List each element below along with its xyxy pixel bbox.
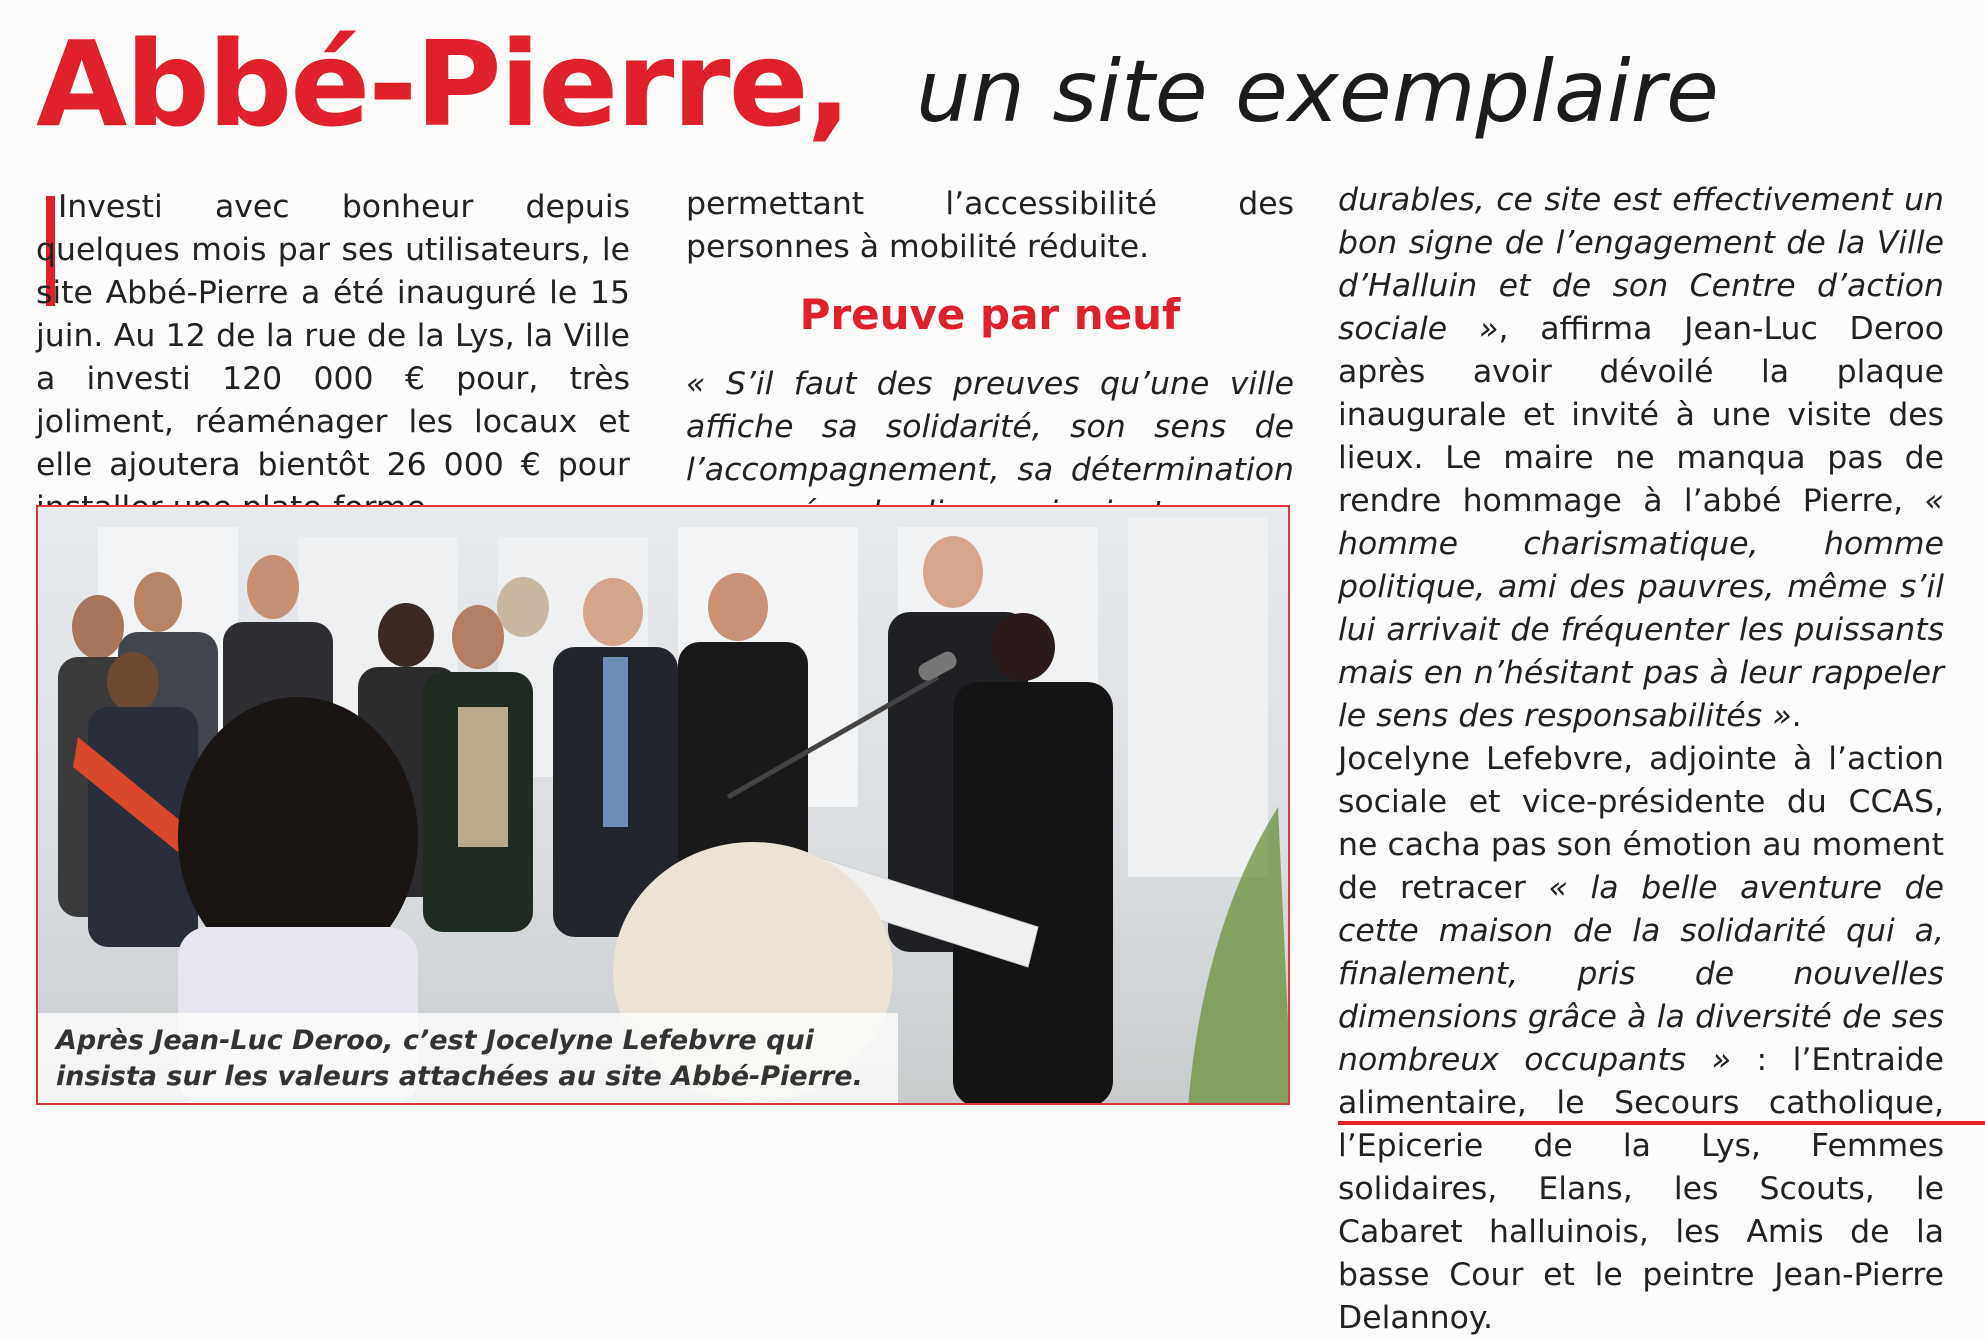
intro-paragraph-continued: permettant l’accessibilité des personnes à mobilité réduite.	[686, 186, 1294, 265]
window	[1128, 517, 1268, 877]
column-3-paragraph-1	[1338, 179, 1944, 738]
column-3-paragraph-2	[1338, 738, 1944, 1340]
person-head	[583, 578, 643, 646]
shirt	[603, 657, 628, 827]
person-head	[497, 577, 549, 637]
occupants-list: : l’Entraide alimentaire, le Secours catholique, l’Epicerie de la Lys, Femmes solidaires, Elans, les Scouts, le Cabaret halluinois, les Amis de la basse Cour et le peintre Jean-Pierre Delannoy.	[1338, 1042, 1944, 1336]
quote-opening: « S’il faut des preuves qu’une ville affiche sa solidarité, son sens de l’accompagnement, sa détermination	[686, 366, 1294, 488]
inauguration-photo	[36, 505, 1290, 1105]
person-head	[708, 573, 768, 641]
quote-abbe-pierre: « homme charismatique, homme politique, ami des pauvres, même s’il lui arrivait de fréquenter les puissants mais en n’hésitant pas à leur rappeler le sens des responsabilités »	[1338, 483, 1944, 734]
headline-main: Abbé-Pierre,	[36, 15, 850, 153]
quote-lefebvre: « la belle aventure de cette maison de la solidarité qui a, finalement, pris de nouvelles dimensions grâce à la diversité de ses nombreux occupants »	[1338, 870, 1945, 1078]
text-after-quote: , affirma Jean-Luc Deroo après avoir dévoilé la plaque inaugurale et invité à une visite des lieux. Le maire ne manqua pas de rendre hommage à l’abbé Pierre,	[1338, 311, 1944, 519]
lefebvre-intro: Jocelyne Lefebvre, adjointe à l’action sociale et vice-présidente du CCAS, ne cacha pas son émotion au moment de retracer	[1338, 741, 1944, 906]
person-head	[923, 536, 983, 608]
column-3	[1338, 179, 1944, 1340]
person-head	[134, 572, 182, 632]
blouse	[458, 707, 508, 847]
quote-continued: durables, ce site est effectivement un bon signe de l’engagement de la Ville d’Halluin et de son Centre d’action sociale »	[1338, 182, 1944, 347]
speaker-head	[991, 613, 1055, 681]
person-head	[378, 603, 434, 667]
column-1	[36, 186, 630, 530]
photo-caption	[38, 1013, 898, 1103]
speaker-body	[953, 682, 1113, 1105]
section-subhead: Preuve par neuf	[799, 290, 1181, 339]
headline-sub: un site exemplaire	[916, 42, 1719, 142]
text-period: .	[1791, 698, 1802, 734]
person-head	[247, 555, 299, 619]
intro-paragraph: Investi avec bonheur depuis quelques mois par ses utilisateurs, le site Abbé-Pierre a été inauguré le 15 juin. Au 12 de la rue de la Lys, la Ville a investi 120 000 € pour, très joliment, réaménager les locaux et elle ajoutera bientôt 26 000 € pour	[36, 189, 630, 483]
caption-line-2: insista sur les valeurs attachées au site Abbé-Pierre.	[56, 1061, 863, 1092]
person-head	[452, 605, 504, 669]
bottom-rule	[1338, 1121, 1985, 1125]
person-head	[107, 652, 159, 712]
column-2	[686, 183, 1294, 535]
person-head	[72, 595, 124, 659]
caption-line-1: Après Jean-Luc Deroo, c’est Jocelyne Lefebvre qui	[56, 1025, 814, 1056]
